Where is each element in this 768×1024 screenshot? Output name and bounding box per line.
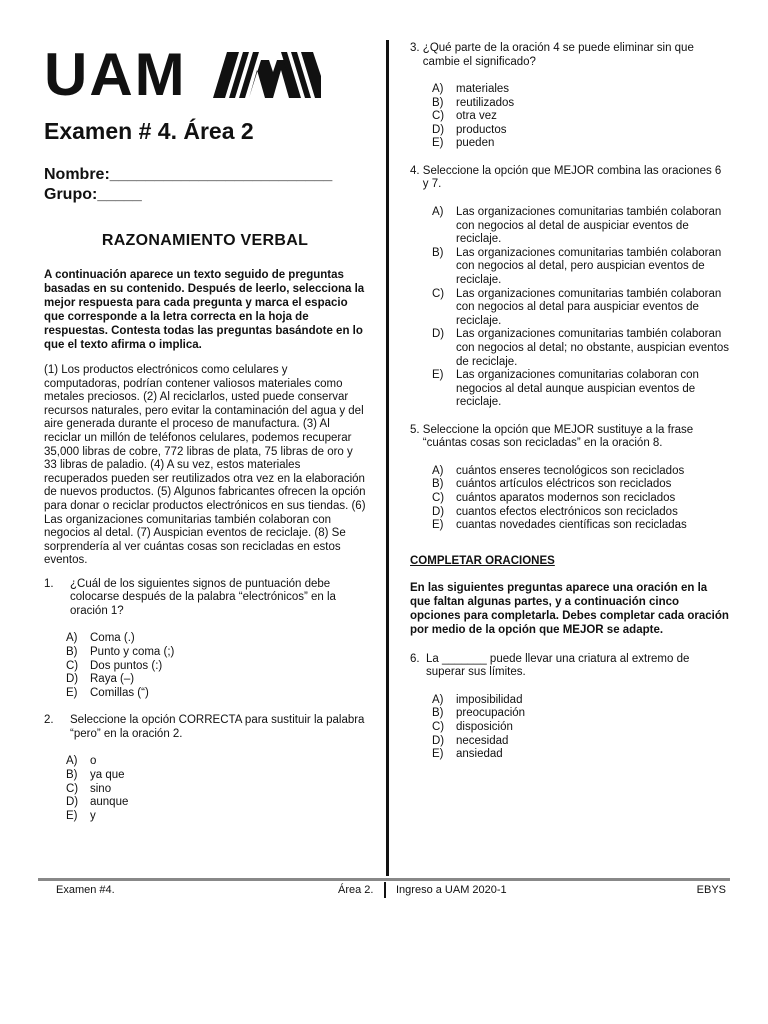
question-number: 2.	[44, 714, 54, 727]
question-text: La _______ puede llevar una criatura al extremo de superar sus límites.	[425, 652, 690, 679]
section-instructions: A continuación aparece un texto seguido de preguntas basadas en su contenido. Después de leerlo, selecciona la mejor respuesta para cada pregunta y marca el espacio que corresponde a la letra correcta en la hoja de respuestas. Contesta todas las preguntas basándote en lo que el texto afirma o implica.	[44, 269, 365, 351]
column-divider	[386, 40, 389, 876]
option-b[interactable]: B) Punto y coma (;)	[66, 646, 175, 658]
footer-exam: Examen #4.	[56, 884, 115, 896]
question-5	[410, 424, 730, 533]
option-list	[432, 694, 730, 762]
left-column	[44, 40, 366, 837]
group-field: Grupo:_____	[44, 186, 142, 203]
option-b[interactable]: B) cuántos artículos eléctricos son reciclados	[432, 478, 672, 491]
footer-author: EBYS	[696, 884, 726, 896]
footer-separator	[384, 882, 386, 898]
question-2	[44, 714, 366, 823]
page-header	[44, 40, 366, 110]
section-title-verbal: RAZONAMIENTO VERBAL	[101, 232, 309, 249]
question-number: 6.	[410, 652, 420, 665]
option-list	[66, 755, 366, 823]
uam-wordmark: UAM	[44, 41, 187, 108]
option-b[interactable]: B) reutilizados	[432, 96, 515, 109]
page-footer	[56, 884, 728, 900]
option-d[interactable]: D) necesidad	[432, 734, 509, 747]
option-b[interactable]: B) ya que	[66, 768, 125, 781]
question-text: ¿Qué parte de la oración 4 se puede eliminar sin que cambie el significado?	[422, 42, 694, 68]
question-number: 3.	[410, 42, 420, 54]
option-d[interactable]: D) cuantos efectos electrónicos son reciclados	[432, 505, 678, 518]
option-a[interactable]: A) imposibilidad	[432, 693, 523, 706]
question-3	[410, 42, 730, 151]
option-c[interactable]: C) otra vez	[432, 110, 497, 123]
option-e[interactable]: E) Las organizaciones comunitarias colaboran con negocios al detal aunque auspician eventos de reciclaje.	[432, 369, 699, 409]
footer-rule	[38, 878, 730, 881]
question-number: 5.	[410, 423, 420, 436]
option-e[interactable]: E) pueden	[432, 137, 495, 150]
option-a[interactable]: A) cuántos enseres tecnológicos son reciclados	[432, 464, 685, 477]
reading-passage: (1) Los productos electrónicos como celulares y computadoras, podrían contener valiosos materiales como metales preciosos. (2) Al reciclarlos, usted puede conservar recursos naturales, pero evitar la contaminación del agua y del aire generada durante el proceso de manufactura. (3) Al reciclar un millón de teléfonos celulares, podemos recuperar 35,000 libras de cobre, 772 libras de plata, 75 libras de oro y 33 libras de paladio. (4) A su vez, estos materiales recuperados pueden ser reutilizados otra vez en la elaboración de nuevos productos. (5) Algunos fabricantes ofrecen la opción para donar o reciclar productos electrónicos en sus tiendas. (6) Las organizaciones comunitarias también colaboran con negocios al detal. (7) Auspician eventos de reciclaje. (8) Se sorprendería al ver cuántas cosas son recicladas en estos eventos.	[44, 364, 366, 567]
footer-area: Área 2.	[338, 884, 374, 896]
option-list	[432, 465, 730, 533]
option-e[interactable]: E) y	[66, 809, 96, 822]
option-b[interactable]: B) preocupación	[432, 707, 526, 720]
option-a[interactable]: A) Las organizaciones comunitarias también colaboran con negocios al detal de auspiciar eventos de reciclaje.	[432, 205, 722, 246]
option-list	[432, 206, 730, 410]
option-d[interactable]: D) Las organizaciones comunitarias también colaboran con negocios al detal; no obstante, auspician eventos de reciclaje.	[432, 328, 729, 368]
section-instructions-completar: En las siguientes preguntas aparece una oración en la que faltan algunas partes, y a continuación cinco opciones para completarla. Debes completar cada oración por medio de la opción que MEJOR se adapte.	[410, 581, 729, 636]
question-1	[44, 578, 366, 700]
exam-title: Examen # 4. Área 2	[44, 118, 254, 144]
option-b[interactable]: B) Las organizaciones comunitarias también colaboran con negocios al detal, pero auspician eventos de reciclaje.	[432, 246, 722, 286]
option-d[interactable]: D) aunque	[66, 796, 129, 809]
option-c[interactable]: C) Dos puntos (:)	[66, 659, 163, 672]
uam-logo-icon	[213, 52, 321, 98]
question-6	[410, 653, 730, 762]
option-c[interactable]: C) cuántos aparatos modernos son reciclados	[432, 492, 676, 505]
option-a[interactable]: A) o	[66, 755, 97, 768]
section-title-completar: COMPLETAR ORACIONES	[410, 554, 555, 567]
option-d[interactable]: D) productos	[432, 123, 507, 136]
question-4	[410, 165, 730, 410]
option-a[interactable]: A) materiales	[432, 83, 510, 95]
question-number: 1.	[44, 577, 54, 590]
option-c[interactable]: C) Las organizaciones comunitarias también colaboran con negocios al detal para auspiciar eventos de reciclaje.	[432, 287, 722, 327]
question-text: ¿Cuál de los siguientes signos de puntuación debe colocarse después de la palabra “electrónicos” en la oración 1?	[70, 577, 336, 617]
option-c[interactable]: C) disposición	[432, 721, 513, 734]
option-d[interactable]: D) Raya (–)	[66, 673, 135, 686]
option-e[interactable]: E) ansiedad	[432, 748, 503, 761]
option-list	[432, 83, 730, 151]
question-number: 4.	[410, 164, 420, 177]
question-text: Seleccione la opción CORRECTA para sustituir la palabra “pero” en la oración 2.	[70, 714, 365, 740]
footer-admission: Ingreso a UAM 2020-1	[396, 884, 507, 896]
option-a[interactable]: A) Coma (.)	[66, 632, 135, 645]
option-e[interactable]: E) cuantas novedades científicas son recicladas	[432, 519, 687, 532]
option-e[interactable]: E) Comillas (“)	[66, 686, 149, 699]
option-list	[66, 632, 366, 700]
right-column	[410, 42, 730, 776]
name-field: Nombre:_________________________	[44, 166, 333, 183]
option-c[interactable]: C) sino	[66, 782, 112, 795]
question-text: Seleccione la opción que MEJOR sustituye a la frase “cuántas cosas son recicladas” en la oración 8.	[422, 423, 694, 450]
question-text: Seleccione la opción que MEJOR combina las oraciones 6 y 7.	[422, 164, 722, 191]
